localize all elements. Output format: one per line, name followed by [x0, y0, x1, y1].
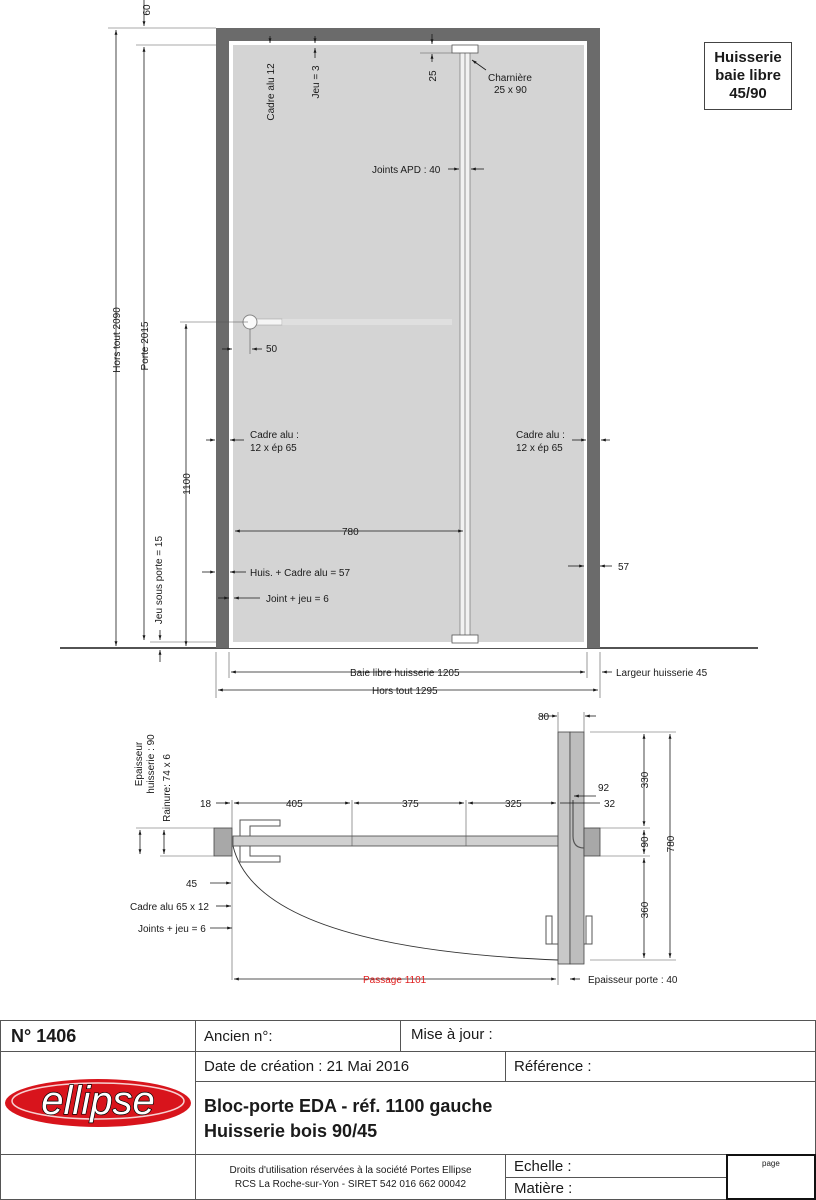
mise-a-jour-cell — [400, 1020, 816, 1052]
label-passage: Passage 1101 — [363, 975, 427, 986]
label-epaisseur-huisserie: Epaisseur — [134, 741, 145, 787]
page-label: page — [762, 1159, 780, 1168]
door-leaf — [233, 45, 584, 642]
dim-50: 50 — [266, 344, 278, 355]
label-baie-libre: Baie libre huisserie 1205 — [350, 668, 460, 679]
dim-60: 60 — [142, 4, 153, 16]
label-rainure: Rainure: 74 x 6 — [162, 754, 173, 822]
logo-text: ellipse — [41, 1079, 155, 1123]
dim-780-elevation: 780 — [342, 527, 359, 538]
label-epaisseur-huisserie-2: huisserie : 90 — [146, 734, 157, 794]
label-charniere-size: 25 x 90 — [494, 85, 527, 96]
date-creation: Date de création : 21 Mai 2016 — [204, 1058, 410, 1075]
label-epaisseur-porte: Epaisseur porte : 40 — [588, 975, 678, 986]
drawing-title-line2: Huisserie bois 90/45 — [204, 1121, 378, 1141]
bottom-hinge — [452, 635, 478, 643]
logo-cell — [0, 1051, 196, 1155]
label-cadre-alu-plan: Cadre alu 65 x 12 — [130, 902, 209, 913]
dim-92: 92 — [598, 783, 610, 794]
swing-arc — [233, 846, 558, 960]
rights-line-1: Droits d'utilisation réservées à la société Portes Ellipse — [229, 1165, 472, 1176]
stamp-line-1: Huisserie — [714, 49, 782, 66]
ancien-label: Ancien n°: — [204, 1028, 273, 1045]
mise-a-jour-label: Mise à jour : — [411, 1026, 493, 1043]
ancien-cell — [195, 1020, 401, 1052]
plan-view — [130, 712, 678, 986]
stamp-line-3: 45/90 — [729, 85, 767, 102]
echelle-cell — [505, 1154, 727, 1178]
label-hors-tout-1295: Hors tout 1295 — [372, 686, 438, 697]
dim-18: 18 — [200, 799, 212, 810]
dim-780-plan: 780 — [666, 835, 677, 853]
label-cadre-alu-left-size: 12 x ép 65 — [250, 443, 297, 454]
dim-330: 330 — [640, 771, 651, 789]
label-porte-2015: Porte 2015 — [140, 321, 151, 371]
dim-90: 90 — [640, 836, 651, 848]
dim-360: 360 — [640, 901, 651, 919]
door-leaf-closed — [233, 836, 558, 846]
elevation-view — [60, 0, 758, 698]
label-charniere: Charnière — [488, 73, 532, 84]
blank-cell — [0, 1154, 196, 1200]
drawing-number: N° 1406 — [11, 1026, 77, 1046]
dim-405: 405 — [286, 799, 303, 810]
rights-line-2: RCS La Roche-sur-Yon - SIRET 542 016 662 00042 — [234, 1179, 467, 1190]
echelle-label: Echelle : — [514, 1158, 572, 1175]
matiere-label: Matière : — [514, 1180, 573, 1197]
title-block — [0, 1020, 816, 1200]
date-cell — [195, 1051, 506, 1082]
dim-57: 57 — [618, 562, 630, 573]
left-jamb — [214, 828, 232, 856]
label-huis-cadre-alu: Huis. + Cadre alu = 57 — [250, 568, 351, 579]
dim-80: 80 — [538, 712, 550, 723]
label-cadre-alu-right-size: 12 x ép 65 — [516, 443, 563, 454]
dim-375: 375 — [402, 799, 419, 810]
frame-type-stamp — [704, 42, 792, 110]
dim-32: 32 — [604, 799, 616, 810]
matiere-cell — [505, 1177, 727, 1200]
label-cadre-alu-12: Cadre alu 12 — [266, 63, 277, 121]
door-leaf-fixed — [558, 732, 570, 964]
drawing-title-line1: Bloc-porte EDA - réf. 1100 gauche — [204, 1096, 493, 1116]
ellipse-logo — [1, 1052, 196, 1155]
reference-label: Référence : — [514, 1058, 592, 1075]
label-joints-apd: Joints APD : 40 — [372, 165, 441, 176]
dim-25: 25 — [428, 70, 439, 82]
label-joint-jeu: Joint + jeu = 6 — [266, 594, 329, 605]
dim-1100: 1100 — [182, 473, 193, 495]
title-cell — [195, 1081, 816, 1155]
label-jeu-3: Jeu = 3 — [311, 65, 322, 99]
page-cell — [726, 1154, 816, 1200]
label-cadre-alu-right: Cadre alu : — [516, 430, 565, 441]
label-largeur-huisserie: Largeur huisserie 45 — [616, 668, 708, 679]
dim-45: 45 — [186, 879, 198, 890]
label-joints-jeu: Joints + jeu = 6 — [138, 924, 206, 935]
label-jeu-sous-porte: Jeu sous porte = 15 — [154, 535, 165, 625]
right-jamb — [584, 828, 600, 856]
label-hors-tout-2090: Hors tout 2090 — [112, 307, 123, 373]
reference-cell — [505, 1051, 816, 1082]
top-hinge — [452, 45, 478, 53]
dim-325: 325 — [505, 799, 522, 810]
label-cadre-alu-left: Cadre alu : — [250, 430, 299, 441]
number-cell — [0, 1020, 196, 1052]
rights-cell — [195, 1154, 506, 1200]
stamp-line-2: baie libre — [715, 67, 781, 84]
